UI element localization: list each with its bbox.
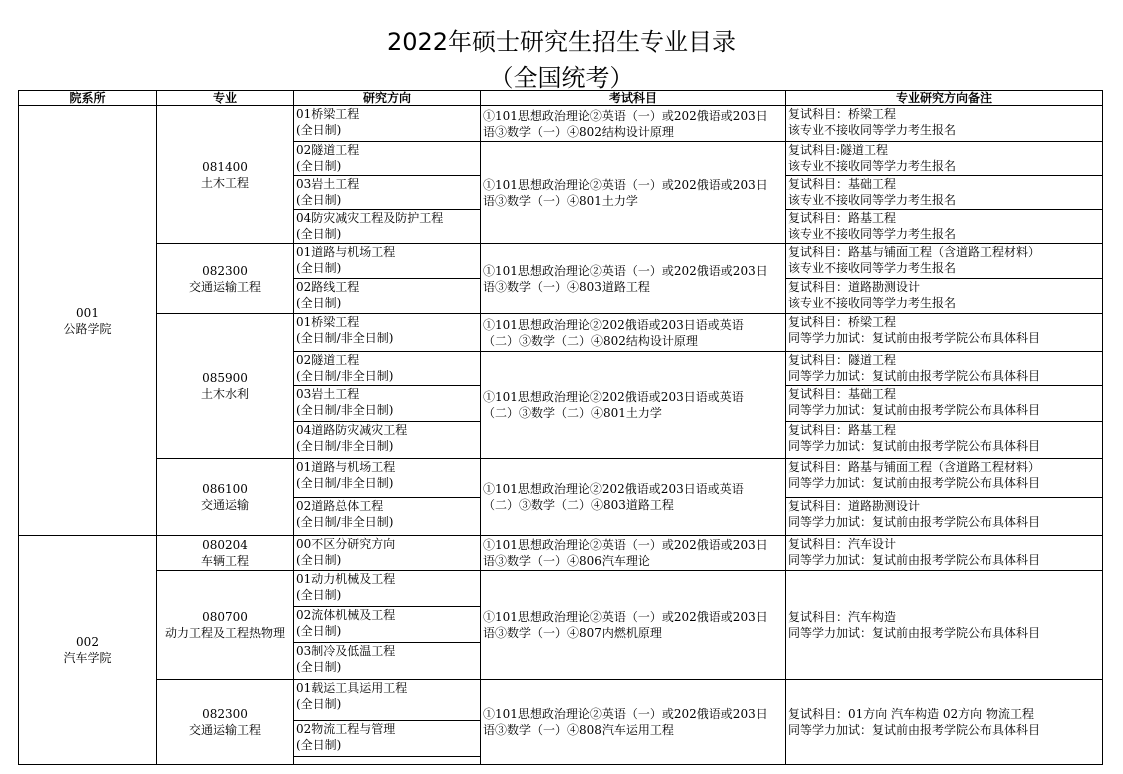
exam-line: 语③数学（一）④806汽车理论 <box>483 554 650 568</box>
header-direction: 研究方向 <box>294 91 481 106</box>
note-cell <box>786 314 1103 352</box>
note-line: 同等学力加试：复试前由报考学院公布具体科目 <box>788 723 1041 737</box>
dept-cell <box>19 536 157 765</box>
note-cell <box>786 142 1103 176</box>
direction-mode: (全日制) <box>296 697 342 711</box>
note-line: 复试科目：基础工程 <box>788 387 897 401</box>
note-line: 复试科目：道路勘测设计 <box>788 499 921 513</box>
direction-cell <box>294 386 481 422</box>
direction-cell <box>294 721 481 757</box>
note-line: 该专业不接收同等学力考生报名 <box>788 193 957 207</box>
note-line: 复试科目:隧道工程 <box>788 143 889 157</box>
direction-cell <box>294 571 481 607</box>
direction-mode: (全日制) <box>296 296 342 310</box>
direction-cell <box>294 459 481 498</box>
direction-cell <box>294 314 481 352</box>
exam-line: 语③数学（一）④803道路工程 <box>483 279 650 294</box>
direction-cell <box>294 210 481 244</box>
direction-mode: (全日制/非全日制) <box>296 476 394 490</box>
direction-mode: (全日制/非全日制) <box>296 403 394 417</box>
exam-line: ①101思想政治理论②英语（一）或202俄语或203日 <box>483 610 768 624</box>
direction-mode: (全日制/非全日制) <box>296 515 394 529</box>
note-cell <box>786 422 1103 459</box>
exam-line: ①101思想政治理论②英语（一）或202俄语或203日 <box>483 108 768 123</box>
direction-name: 03岩土工程 <box>296 177 360 191</box>
exam-line: ①101思想政治理论②英语（一）或202俄语或203日 <box>483 177 768 192</box>
exam-line: ①101思想政治理论②202俄语或203日语或英语 <box>483 317 744 332</box>
direction-cell <box>294 536 481 571</box>
exam-line: ①101思想政治理论②202俄语或203日语或英语 <box>483 390 744 404</box>
direction-mode: (全日制) <box>296 227 342 241</box>
direction-cell-blank <box>294 757 481 765</box>
direction-mode: (全日制) <box>296 738 342 752</box>
major-code: 082300 <box>202 263 248 278</box>
direction-mode: (全日制/非全日制) <box>296 369 394 383</box>
direction-name: 04防灾减灾工程及防护工程 <box>296 211 444 225</box>
major-cell <box>157 314 294 459</box>
note-line: 该专业不接收同等学力考生报名 <box>788 296 957 310</box>
major-code: 086100 <box>202 482 248 496</box>
direction-name: 02物流工程与管理 <box>296 722 396 736</box>
direction-name: 01道路与机场工程 <box>296 460 396 474</box>
direction-mode: (全日制) <box>296 193 342 207</box>
page-title: 2022年硕士研究生招生专业目录 <box>386 28 737 56</box>
major-name: 土木工程 <box>200 175 249 190</box>
note-line: 复试科目：汽车构造 <box>788 610 897 624</box>
dept-code: 001 <box>76 305 99 320</box>
direction-cell <box>294 680 481 721</box>
exam-cell <box>481 536 786 571</box>
header-major: 专业 <box>157 91 294 106</box>
note-line: 复试科目：桥梁工程 <box>788 107 897 121</box>
direction-mode: (全日制/非全日制) <box>296 331 394 345</box>
major-name: 车辆工程 <box>200 554 249 568</box>
direction-name: 04道路防灾减灾工程 <box>296 423 408 437</box>
note-line: 该专业不接收同等学力考生报名 <box>788 227 957 241</box>
major-code: 081400 <box>202 159 248 174</box>
note-line: 复试科目：路基工程 <box>788 423 897 437</box>
major-cell <box>157 680 294 765</box>
exam-line: ①101思想政治理论②英语（一）或202俄语或203日 <box>483 263 768 278</box>
direction-cell <box>294 498 481 536</box>
note-line: 复试科目：路基工程 <box>788 211 897 225</box>
note-line: 复试科目：道路勘测设计 <box>788 280 921 294</box>
direction-cell <box>294 643 481 680</box>
direction-cell <box>294 352 481 386</box>
note-cell <box>786 386 1103 422</box>
note-cell <box>786 279 1103 314</box>
note-line: 同等学力加试：复试前由报考学院公布具体科目 <box>788 476 1041 490</box>
note-line: 同等学力加试：复试前由报考学院公布具体科目 <box>788 626 1041 640</box>
exam-line: （二）③数学（二）④802结构设计原理 <box>483 333 698 348</box>
note-line: 复试科目：路基与铺面工程（含道路工程材料） <box>788 460 1041 474</box>
direction-cell <box>294 106 481 142</box>
note-cell <box>786 352 1103 386</box>
dept-cell <box>19 106 157 536</box>
major-cell <box>157 459 294 536</box>
exam-cell <box>481 352 786 459</box>
direction-cell <box>294 142 481 176</box>
exam-cell <box>481 571 786 680</box>
header-dept: 院系所 <box>19 91 157 106</box>
note-line: 复试科目：基础工程 <box>788 177 897 191</box>
direction-name: 01桥梁工程 <box>296 315 360 329</box>
note-line: 该专业不接收同等学力考生报名 <box>788 123 957 137</box>
direction-name: 01桥梁工程 <box>296 107 360 121</box>
note-cell <box>786 498 1103 536</box>
note-cell <box>786 680 1103 765</box>
exam-cell <box>481 459 786 536</box>
major-cell <box>157 106 294 244</box>
exam-cell <box>481 244 786 314</box>
major-cell <box>157 536 294 571</box>
exam-line: 语③数学（一）④808汽车运用工程 <box>483 723 674 737</box>
note-line: 复试科目：路基与铺面工程（含道路工程材料） <box>788 245 1041 259</box>
major-name: 交通运输工程 <box>188 279 261 294</box>
direction-name: 03制冷及低温工程 <box>296 644 396 658</box>
direction-cell <box>294 244 481 279</box>
direction-mode: (全日制/非全日制) <box>296 439 394 453</box>
major-name: 交通运输工程 <box>188 723 261 737</box>
exam-line: （二）③数学（二）④801土力学 <box>483 406 662 420</box>
major-name: 动力工程及工程热物理 <box>164 626 285 640</box>
exam-line: ①101思想政治理论②202俄语或203日语或英语 <box>483 482 744 496</box>
exam-cell <box>481 142 786 244</box>
note-line: 同等学力加试：复试前由报考学院公布具体科目 <box>788 553 1041 567</box>
note-cell <box>786 244 1103 279</box>
note-cell <box>786 210 1103 244</box>
note-line: 复试科目：01方向 汽车构造 02方向 物流工程 <box>788 707 1034 721</box>
note-line: 该专业不接收同等学力考生报名 <box>788 159 957 173</box>
exam-line: 语③数学（一）④807内燃机原理 <box>483 626 662 640</box>
exam-line: 语③数学（一）④802结构设计原理 <box>483 124 674 139</box>
direction-name: 01道路与机场工程 <box>296 245 396 259</box>
direction-cell <box>294 279 481 314</box>
note-line: 复试科目：隧道工程 <box>788 353 897 367</box>
direction-name: 01载运工具运用工程 <box>296 681 408 695</box>
note-line: 复试科目：汽车设计 <box>788 537 897 551</box>
major-code: 082300 <box>202 707 248 721</box>
note-line: 同等学力加试：复试前由报考学院公布具体科目 <box>788 331 1041 345</box>
note-cell <box>786 106 1103 142</box>
direction-name: 01动力机械及工程 <box>296 572 396 586</box>
direction-cell <box>294 422 481 459</box>
exam-line: ①101思想政治理论②英语（一）或202俄语或203日 <box>483 707 768 721</box>
direction-name: 02道路总体工程 <box>296 499 384 513</box>
direction-cell <box>294 607 481 643</box>
major-name: 交通运输 <box>200 498 249 512</box>
exam-cell <box>481 314 786 352</box>
dept-code: 002 <box>76 635 99 649</box>
note-line: 同等学力加试：复试前由报考学院公布具体科目 <box>788 369 1041 383</box>
exam-line: ①101思想政治理论②英语（一）或202俄语或203日 <box>483 538 768 552</box>
direction-name: 02路线工程 <box>296 280 360 294</box>
direction-name: 02隧道工程 <box>296 353 360 367</box>
header-exam: 考试科目 <box>481 91 786 106</box>
note-cell <box>786 536 1103 571</box>
direction-mode: (全日制) <box>296 553 342 567</box>
note-cell <box>786 459 1103 498</box>
dept-name: 汽车学院 <box>63 651 112 665</box>
direction-name: 02隧道工程 <box>296 143 360 157</box>
major-code: 080700 <box>202 610 248 624</box>
note-cell <box>786 176 1103 210</box>
direction-mode: (全日制) <box>296 588 342 602</box>
major-cell <box>157 244 294 314</box>
page-subtitle: （全国统考） <box>489 64 634 92</box>
exam-line: （二）③数学（二）④803道路工程 <box>483 498 674 512</box>
dept-name: 公路学院 <box>63 321 112 336</box>
direction-cell <box>294 176 481 210</box>
header-notes: 专业研究方向备注 <box>786 91 1103 106</box>
direction-name: 00不区分研究方向 <box>296 537 396 551</box>
header-row <box>19 91 1103 106</box>
major-code: 080204 <box>202 538 248 552</box>
note-line: 该专业不接收同等学力考生报名 <box>788 261 957 275</box>
direction-name: 02流体机械及工程 <box>296 608 396 622</box>
note-line: 同等学力加试：复试前由报考学院公布具体科目 <box>788 515 1041 529</box>
note-line: 复试科目：桥梁工程 <box>788 315 897 329</box>
direction-mode: (全日制) <box>296 624 342 638</box>
catalog-table <box>18 90 1103 765</box>
note-line: 同等学力加试：复试前由报考学院公布具体科目 <box>788 403 1041 417</box>
note-cell <box>786 571 1103 680</box>
direction-mode: (全日制) <box>296 660 342 674</box>
major-code: 085900 <box>202 371 248 385</box>
major-cell <box>157 571 294 680</box>
exam-cell <box>481 106 786 142</box>
exam-cell <box>481 680 786 765</box>
direction-mode: (全日制) <box>296 159 342 173</box>
note-line: 同等学力加试：复试前由报考学院公布具体科目 <box>788 439 1041 453</box>
major-name: 土木水利 <box>200 387 249 401</box>
direction-name: 03岩土工程 <box>296 387 360 401</box>
exam-line: 语③数学（一）④801土力学 <box>483 193 638 208</box>
direction-mode: (全日制) <box>296 261 342 275</box>
direction-mode: (全日制) <box>296 123 342 137</box>
